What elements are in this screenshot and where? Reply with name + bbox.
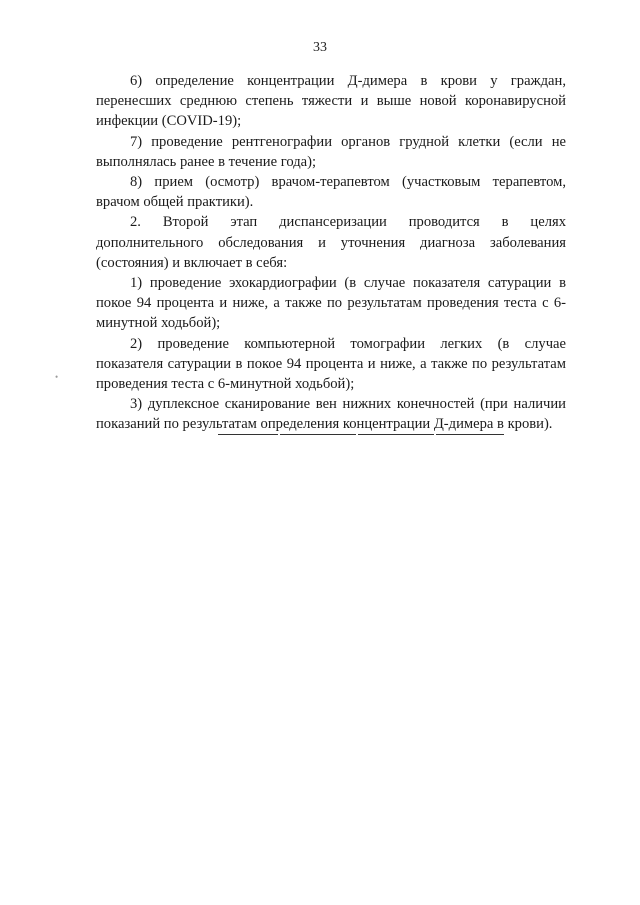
- scan-artifact-mark: •: [55, 372, 59, 382]
- page-number: 33: [313, 40, 327, 55]
- paragraph-second-stage: 2. Второй этап диспансеризации проводится в целях дополнительного обследования и уточнения диагноза заболевания (состояния) и включает в себя:: [96, 214, 566, 271]
- paragraph-item-1-echocardiography: 1) проведение эхокардиографии (в случае показателя сатурации в покое 94 процента и ниже, а также по результатам проведения теста с 6-минутной ходьбой);: [96, 275, 566, 332]
- end-of-text-rule: [218, 434, 504, 435]
- paragraph-item-3-duplex-scan: 3) дуплексное сканирование вен нижних конечностей (при наличии показаний по результатам определения концентрации Д-димера в крови).: [96, 396, 566, 433]
- document-body: [96, 71, 566, 435]
- paragraph-item-7-chest-xray: 7) проведение рентгенографии органов грудной клетки (если не выполнялась ранее в течение года);: [96, 133, 566, 170]
- paragraph-item-8-therapist-exam: 8) прием (осмотр) врачом-терапевтом (участковым терапевтом, врачом общей практики).: [96, 174, 566, 211]
- paragraph-item-2-ct-lungs: 2) проведение компьютерной томографии легких (в случае показателя сатурации в покое 94 процента и ниже, а также по результатам проведения теста с 6-минутной ходьбой);: [96, 335, 566, 393]
- paragraph-item-6-d-dimer: 6) определение концентрации Д-димера в крови у граждан, перенесших среднюю степень тяжести и выше новой коронавирусной инфекции (COVID-19);: [96, 73, 566, 130]
